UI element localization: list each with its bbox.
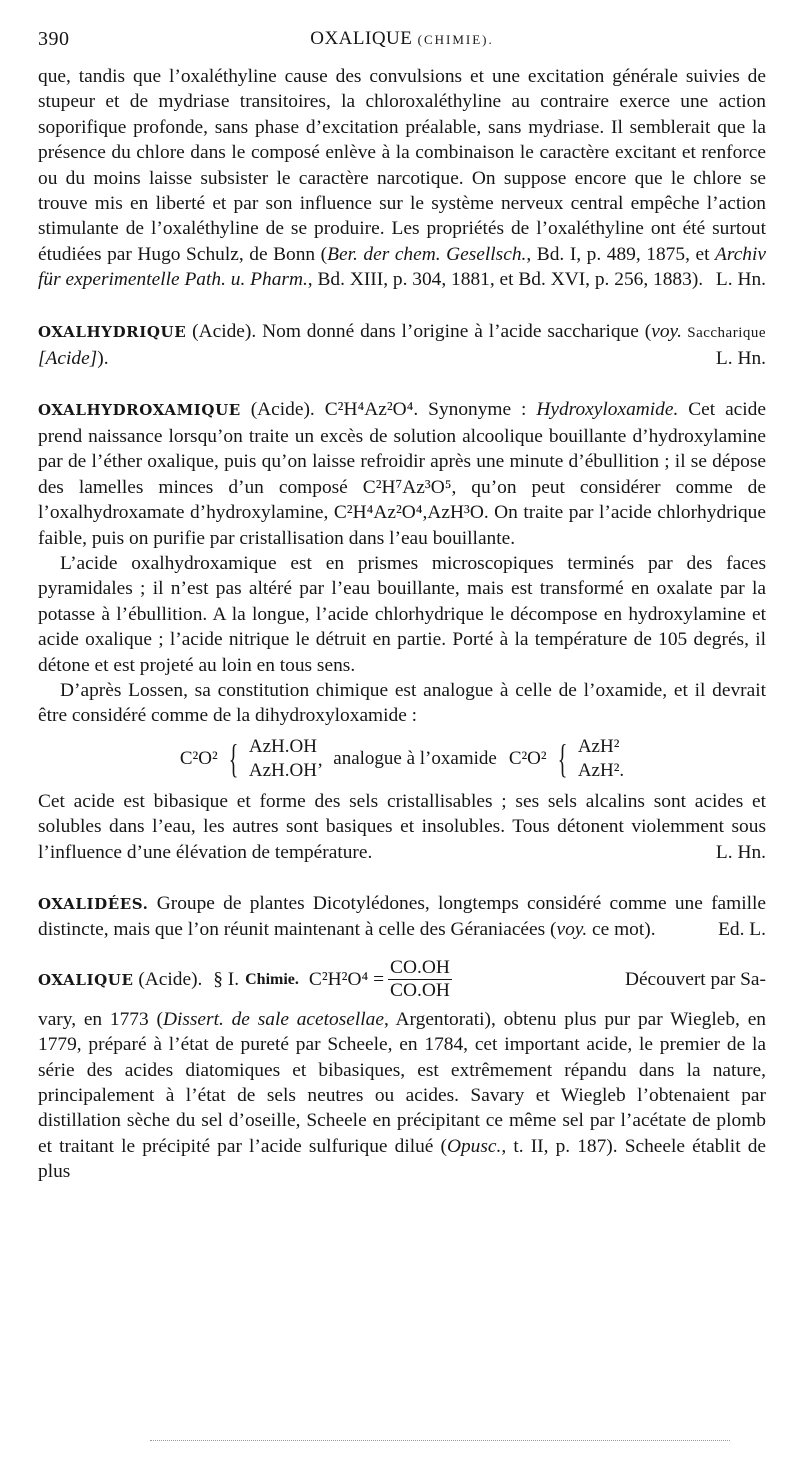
- dictionary-page: [38, 28, 766, 1185]
- running-title-note: (CHIMIE).: [417, 32, 494, 47]
- entry-oxalhydrique: [38, 319, 766, 372]
- entry-headword: OXALHYDRIQUE: [38, 322, 187, 341]
- entry-text: ce mot).: [587, 919, 656, 941]
- synonym-label: Synonyme :: [428, 399, 537, 421]
- entry-headword: OXALIDÉES.: [38, 894, 149, 913]
- chemical-formula: C²H⁴Az²O⁴.: [324, 399, 429, 421]
- entry-text: Groupe de plantes Dicotylédones, longtemps considéré comme une famille distincte, mais que l’on réunit maintenant à celle des Géraniacées (: [38, 892, 766, 941]
- citation: Dissert. de sale acetosellae: [162, 1008, 384, 1030]
- cross-reference-qualifier: [Acide]: [38, 348, 98, 370]
- fraction-denominator: CO.OH: [390, 980, 450, 1002]
- paragraph: [38, 789, 766, 865]
- cross-reference: Saccharique: [681, 324, 767, 341]
- formula-comparison: analogue à l’oxamide: [333, 747, 497, 769]
- cross-reference-label: voy.: [651, 320, 682, 342]
- formula-group: AzH.OH’: [248, 759, 324, 781]
- footer-rule: [150, 1440, 730, 1441]
- entry-text: Cet acide est bibasique et forme des sels cristallisables ; ses sels alcalins sont acides et solubles dans l’eau, les autres sont basiques et insolubles. Tous détonent violemment sous l’influence d’une élévation de température.: [38, 790, 766, 863]
- chemical-formula: C²H²O⁴ =: [308, 968, 385, 990]
- entry-oxalhydroxamique: [38, 397, 766, 550]
- cross-reference-label: voy.: [556, 919, 588, 941]
- fraction-numerator: CO.OH: [390, 957, 450, 979]
- entry-qualifier: (Acide).: [240, 399, 325, 421]
- citation: Opusc.: [446, 1135, 502, 1157]
- paragraph: D’après Lossen, sa constitution chimique est analogue à celle de l’oxamide, et il devrait être considéré comme de la dihydroxyloxamide :: [38, 679, 766, 727]
- entry-text: Découvert par Sa-: [624, 968, 766, 990]
- formula-right-groups: [578, 735, 624, 783]
- formula-group: AzH²: [577, 735, 620, 757]
- entry-text: , Bd. I, p. 489, 1875, et: [526, 243, 716, 265]
- formula-left-groups: [249, 735, 323, 783]
- entry-text: Cet acide prend naissance lorsqu’on traite un excès de solution alcoolique bouillante d’hydroxylamine par de l’éther oxalique, puis qu’on laisse refroidir après une minute d’ébullition ; il se dépose des lamelles minces d’un composé C²H⁷Az³O⁵, qu’on peut considérer comme de l’oxalhydroxamate d’hydroxylamine, C²H⁴Az²O⁴,AzH³O. On traite par l’acide chlorhydrique faible, puis on purifie par cristallisation dans l’eau bouillante.: [38, 399, 766, 549]
- entry-oxalethyline-continuation: [38, 64, 766, 293]
- paragraph: L’acide oxalhydroxamique est en prismes microscopiques terminés par des faces pyramidales ; il n’est pas altéré par l’eau bouillante, mais est transformé en oxalate par la potasse à l’ébullition. A la longue, l’acide chlorhydrique le décompose en hydroxylamine et acide oxalique ; l’acide nitrique le détruit en partie. Porté à la température de 105 degrés, il détone et est projeté au loin en tous sens.: [38, 552, 766, 676]
- formula-fraction: [388, 957, 452, 1002]
- entry-qualifier: (Acide).: [133, 968, 208, 990]
- section-marker: § I.: [213, 968, 240, 990]
- entry-text: vary, en 1773 (: [38, 1008, 163, 1030]
- entry-oxalique-heading: [38, 953, 766, 1007]
- running-title: [38, 28, 766, 50]
- entry-oxalique: [38, 1007, 766, 1185]
- author-signature: L. Hn.: [715, 269, 766, 291]
- brace-icon: {: [228, 735, 239, 781]
- synonym: Hydroxyloxamide.: [536, 399, 679, 421]
- running-title-word: OXALIQUE: [310, 28, 413, 49]
- running-head: [38, 28, 766, 64]
- author-signature: Ed. L.: [718, 919, 766, 941]
- entry-text: que, tandis que l’oxaléthyline cause des convulsions et une excitation générale suivies de stupeur et de mydriase transitoires, la chloroxaléthyline au contraire exerce une action soporifique profonde, sans phase d’excitation préalable, sans mydriase. Il semblerait que la présence du chlore dans le composé enlève à la combinaison le caractère excitant et renforce ou du moins laisse subsister le caractère narcotique. On suppose encore que le chlore se trouve mis en liberté et par son influence sur le système nerveux central empêche l’action stimulante de l’oxaléthyline de se produire. Les propriétés de l’oxaléthyline ont été surtout étudiées par Hugo Schulz, de Bonn (: [38, 66, 766, 265]
- entry-text: Nom donné dans l’origine à l’acide saccharique (: [262, 320, 652, 342]
- entry-oxalidees: [38, 891, 766, 943]
- formula-group: AzH².: [577, 759, 625, 781]
- entry-text: , Argentorati), obtenu plus pur par Wiegleb, en 1779, préparé à l’état de pureté par Scheele, en 1784, cet important acide, le premier de la série des acides diatomiques et bibasiques, est extrêmement répandu dans la nature, principalement à l’état de sels neutres ou acides. Savary et Wiegleb l’obtenaient par distillation sèche du sel d’oseille, Scheele en précipitant ce même sel par l’acétate de plomb et traitant le précipité par l’acide sulfurique dilué (: [38, 1008, 766, 1157]
- author-signature: L. Hn.: [715, 841, 766, 863]
- entry-qualifier: (Acide).: [186, 320, 263, 342]
- formula-left-base: C²O²: [179, 747, 218, 769]
- entry-text: ).: [97, 348, 109, 370]
- citation: Archiv für experimentelle Path. u. Pharm.: [38, 243, 766, 291]
- author-signature: L. Hn.: [715, 348, 766, 370]
- entry-headword: OXALHYDROXAMIQUE: [38, 401, 241, 420]
- formula-right-base: C²O²: [508, 747, 547, 769]
- structural-formula: [38, 729, 766, 789]
- page-number: 390: [38, 28, 70, 50]
- entry-text: , Bd. XIII, p. 304, 1881, et Bd. XVI, p. 256, 1883).: [307, 269, 704, 291]
- section-title: Chimie.: [245, 970, 299, 988]
- entry-headword: OXALIQUE: [38, 970, 134, 989]
- formula-group: AzH.OH: [248, 735, 317, 757]
- entry-text: , t. II, p. 187). Scheele établit de plus: [38, 1135, 766, 1183]
- citation: Ber. der chem. Gesellsch.: [327, 243, 527, 265]
- brace-icon: {: [557, 735, 568, 781]
